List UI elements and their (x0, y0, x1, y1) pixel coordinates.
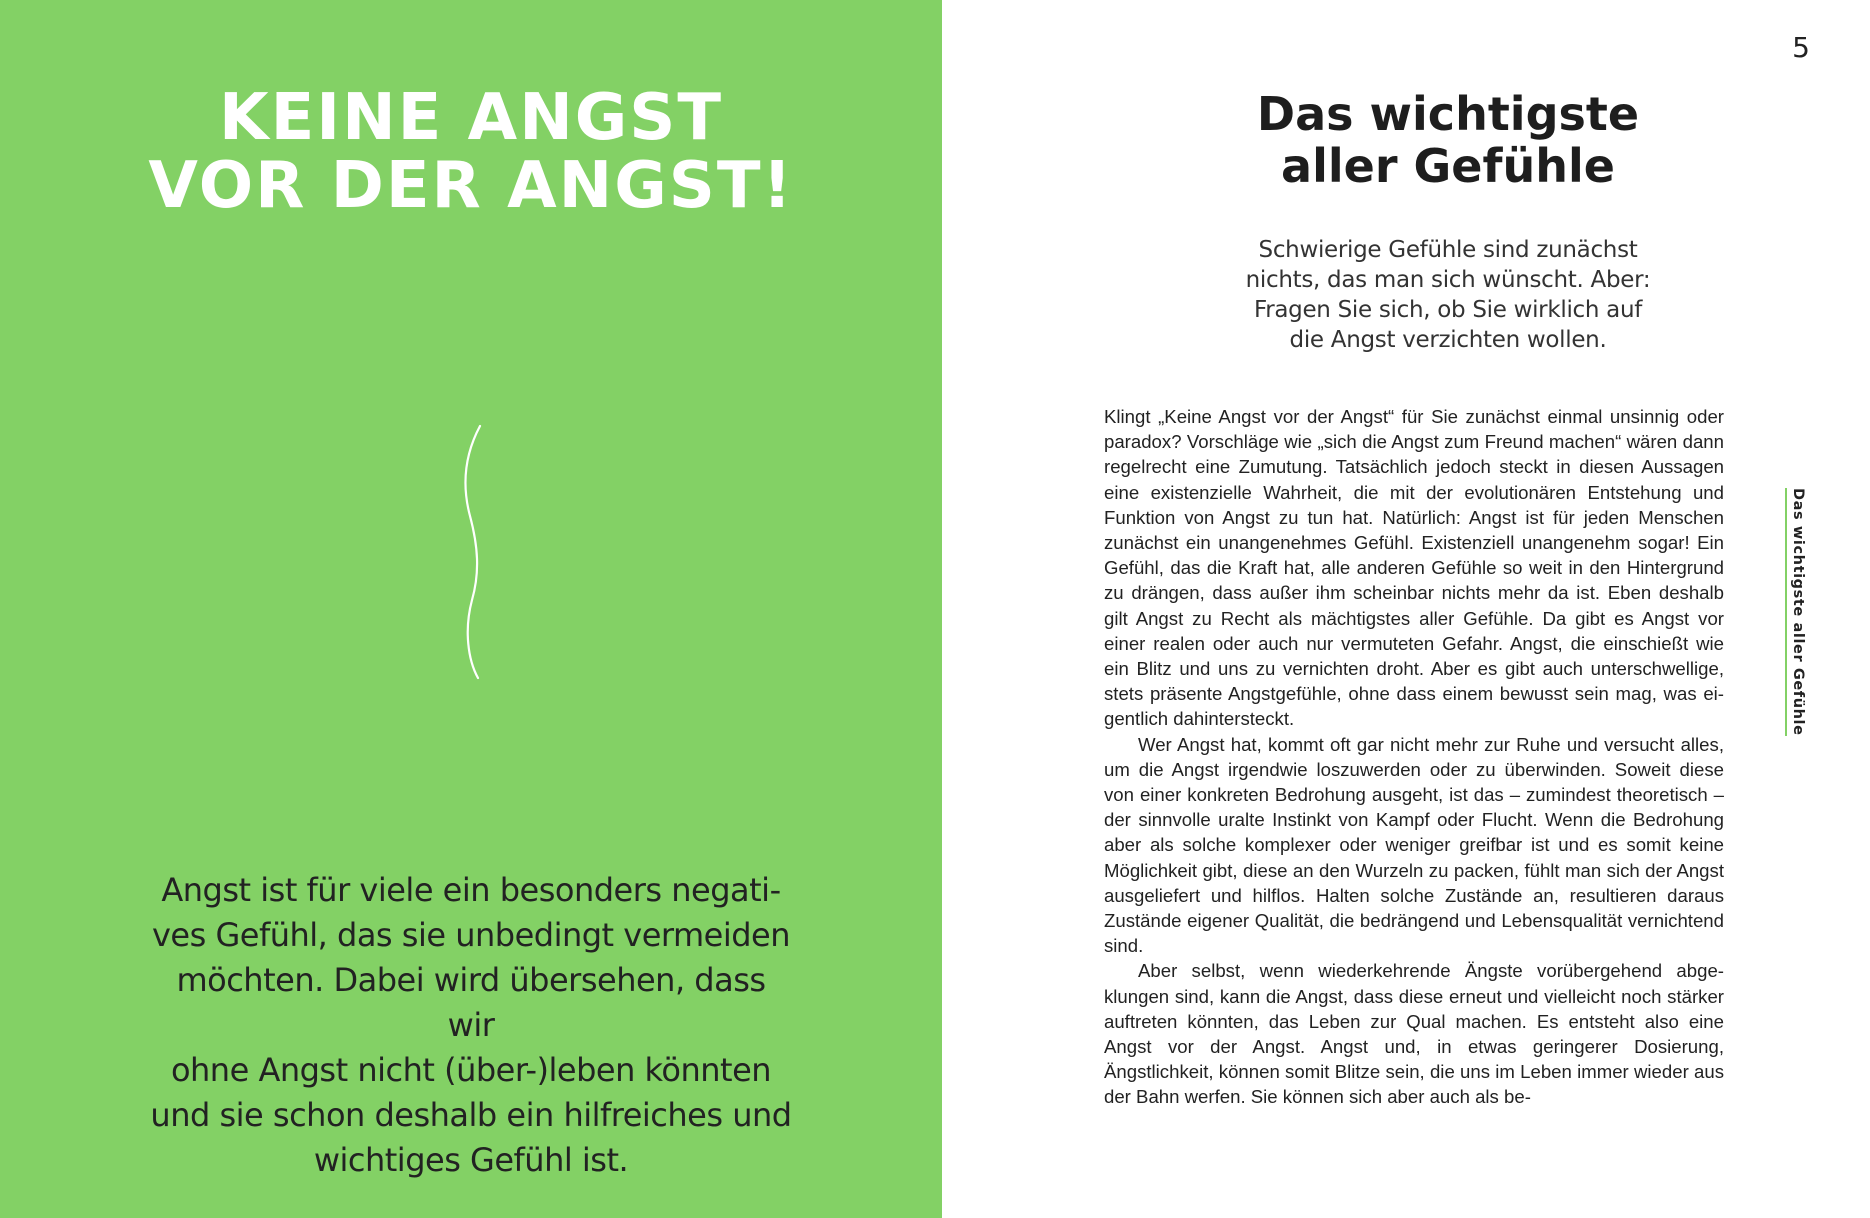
section-subtitle (1162, 235, 1734, 355)
section-subtitle-line-3: Fragen Sie sich, ob Sie wirklich auf (1253, 297, 1643, 323)
chapter-title-line-1: KEINE ANGST (218, 81, 724, 155)
chapter-intro-line-1: Angst ist für viele ein besonders negati- (161, 871, 781, 909)
chapter-intro-line-2: ves Gefühl, das sie unbedingt vermeiden (151, 916, 791, 954)
chapter-intro-line-6: wichtiges Gefühl ist. (313, 1141, 629, 1179)
chapter-title (90, 81, 852, 223)
chapter-intro (150, 868, 792, 1183)
section-subtitle-line-2: nichts, das man sich wünscht. Aber: (1245, 267, 1651, 293)
body-paragraph-3: Aber selbst, wenn wiederkehrende Ängste vorübergehend abgeklungen sind, kann die Angst, dass diese erneut und vielleicht noch stärker auftreten könnten, das Leben zur Qual machen. Es entsteht also eine Angst vor der Angst. Angst und, in etwas geringerer Dosierung, Ängstlichkeit, können somit Blitze sein, die uns im Leben immer wieder aus der Bahn werfen. Sie können sich aber auch als be- (1104, 960, 1724, 1108)
chapter-title-line-2: VOR DER ANGST! (148, 149, 794, 223)
body-paragraph-2: Wer Angst hat, kommt oft gar nicht mehr zur Ruhe und versucht alles, um die Angst irgendwie loszuwerden oder zu überwinden. Soweit diese von einer konkreten Bedrohung ausgeht, ist das – zumindest theoretisch – der sinnvolle uralte Instinkt von Kampf oder Flucht. Wenn die Bedrohung aber als solche komplexer oder weniger greifbar ist und es somit keine Möglichkeit gibt, diese an den Wurzeln zu packen, fühlt man sich der Angst ausgeliefert und hilflos. Halten solche Zustände an, resultieren daraus Zustände eigener Qualität, die bedrängend und Lebensqualität vernichtend sind. (1104, 733, 1724, 957)
section-title (1092, 88, 1804, 192)
chapter-intro-line-3: möchten. Dabei wird übersehen, dass wir (176, 961, 766, 1044)
chapter-intro-line-4: ohne Angst nicht (über-)leben könnten (170, 1051, 772, 1089)
body-text (1104, 404, 1724, 1110)
section-title-line-2: aller Gefühle (1281, 139, 1615, 193)
right-page (942, 0, 1870, 1218)
page-number: 5 (1792, 31, 1810, 64)
section-title-line-1: Das wichtigste (1256, 87, 1640, 141)
section-subtitle-line-1: Schwierige Gefühle sind zunächst (1258, 237, 1638, 263)
section-subtitle-line-4: die Angst verzichten wollen. (1289, 327, 1607, 353)
chapter-intro-line-5: und sie schon deshalb ein hilfreiches und (150, 1096, 792, 1134)
side-tab-label: Das wichtigste aller Gefühle (1785, 488, 1809, 736)
wavy-line-icon (450, 424, 500, 680)
body-paragraph-1: Klingt „Keine Angst vor der Angst“ für Sie zunächst einmal unsinnig oder paradox? Vorschläge wie „sich die Angst zum Freund machen“ wären dann regelrecht eine Zumutung. Tatsächlich jedoch steckt in diesen Aussagen eine existenzielle Wahrheit, die mit der evolutionären Entstehung und Funktion von Angst zu tun hat. Natürlich: Angst ist für jeden Menschen zunächst ein unangenehmes Gefühl. Existenziell unangenehm sogar! Ein Gefühl, das die Kraft hat, alle anderen Gefühle so weit in den Hintergrund zu drängen, dass außer ihm scheinbar nichts mehr da ist. Eben deshalb gilt Angst zu Recht als mächtigstes aller Gefühle. Da gibt es Angst vor einer realen oder auch nur vermuteten Gefahr. Angst, die einschießt wie ein Blitz und uns zu vernichten droht. Aber es gibt auch unterschwellige, stets präsente Angstgefühle, ohne dass einem bewusst sein mag, was eigentlich dahintersteckt. (1104, 406, 1724, 730)
